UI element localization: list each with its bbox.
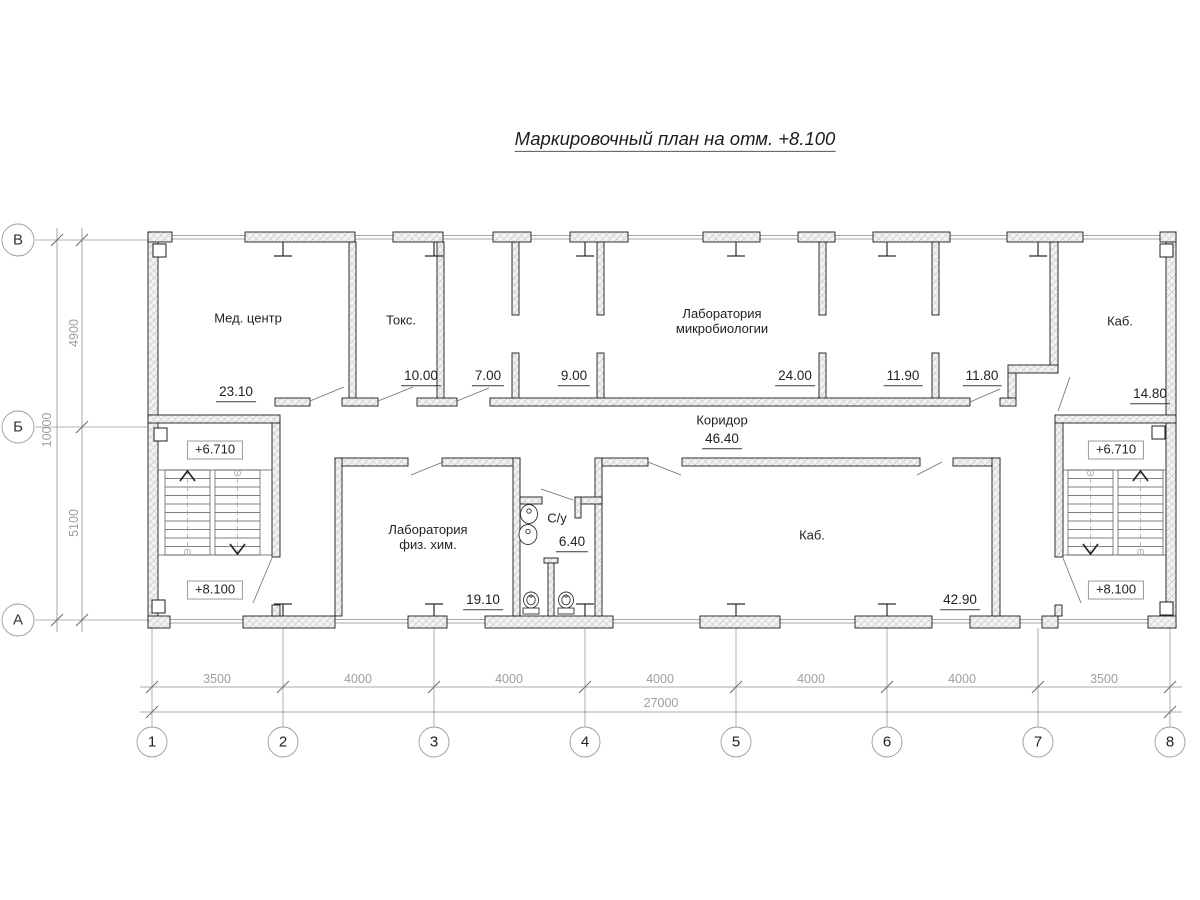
wall-segment [1055, 415, 1176, 423]
wall-segment [408, 616, 447, 628]
room-area-toks: 10.00 [401, 368, 441, 386]
stair-treads [165, 479, 260, 547]
dim-span-6-7: 4000 [948, 671, 976, 686]
column-mark [1029, 242, 1047, 256]
wall-segment [493, 232, 531, 242]
wall-segment [1160, 232, 1176, 242]
level-mark-main-left: +8.100 [187, 581, 243, 600]
dim-span-4-5: 4000 [646, 671, 674, 686]
plan-title: Маркировочный план на отм. +8.100 [515, 128, 836, 152]
room-label-corridor: Коридор [696, 412, 748, 428]
wall-segment [272, 423, 280, 557]
stair-left [158, 470, 272, 555]
door-leaves [253, 377, 1081, 603]
wall-segment [1008, 365, 1058, 373]
wall-segment [335, 458, 342, 616]
column-mark [727, 242, 745, 256]
room-area-kab-big: 42.90 [940, 592, 980, 610]
axis-number-2: 2 [278, 733, 288, 751]
wall-segment [349, 242, 356, 406]
door-leaf [541, 489, 573, 500]
wall-segment [490, 398, 970, 406]
wall-segment [1008, 373, 1016, 398]
wall-segment [393, 232, 443, 242]
room-area-wc: 6.40 [556, 534, 588, 552]
dim-vertical-5100: 5100 [66, 509, 81, 537]
column-mark [878, 242, 896, 256]
wall-segment [970, 616, 1020, 628]
room-label-toks: Токс. [385, 312, 417, 328]
wall-segment [417, 398, 457, 406]
door-leaf [1058, 377, 1070, 411]
wall-segment [544, 558, 558, 563]
wall-segment [342, 398, 378, 406]
wall-segment [548, 560, 554, 616]
wall-segment [570, 232, 628, 242]
axis-letter-a: А [12, 611, 24, 629]
dim-vertical-4900: 4900 [66, 319, 81, 347]
column-mark [727, 604, 745, 616]
column-mark [576, 604, 594, 616]
wall-segment [485, 616, 613, 628]
washbasin-icon [519, 525, 537, 545]
wall-segment [932, 242, 939, 315]
window-lines [148, 236, 1176, 624]
wall-segment [1050, 242, 1058, 373]
wall-segment [1055, 423, 1063, 557]
axis-number-5: 5 [731, 733, 741, 751]
dim-vertical-total: 10000 [39, 412, 54, 448]
wall-segment [275, 398, 310, 406]
column-mark [425, 604, 443, 616]
dim-span-7-8: 3500 [1090, 671, 1118, 686]
level-mark-upper-left: +6.710 [187, 441, 243, 460]
dimension-ticks [51, 234, 1176, 718]
door-leaf [917, 462, 942, 475]
room-label-wc: С/у [547, 510, 567, 526]
wall-segment [1055, 605, 1062, 616]
wall-segment [245, 232, 355, 242]
room-label-kab-top: Каб. [1107, 313, 1133, 329]
door-leaf [970, 389, 1000, 402]
corner-piers [152, 244, 1173, 615]
wall-segment [1007, 232, 1083, 242]
toilet-icon [558, 592, 574, 614]
door-leaf [253, 558, 272, 603]
door-leaf [457, 388, 489, 401]
wall-segment [575, 497, 581, 518]
wall-segment [992, 458, 1000, 616]
room-area-11-80: 11.80 [963, 368, 1002, 386]
walls [148, 232, 1176, 628]
wall-segment [855, 616, 932, 628]
wall-segment [520, 497, 542, 504]
dim-horizontal-total: 27000 [643, 695, 679, 710]
wall-segment [602, 458, 648, 466]
axis-circles [2, 224, 1185, 757]
dim-span-2-3: 4000 [344, 671, 372, 686]
wall-segment [1148, 616, 1176, 628]
axis-number-8: 8 [1165, 733, 1175, 751]
column-marks [274, 242, 1047, 616]
room-label-med-center: Мед. центр [214, 310, 282, 326]
door-leaf [648, 462, 681, 475]
wall-segment [1042, 616, 1058, 628]
wall-segment [1166, 232, 1176, 628]
level-mark-main-right: +8.100 [1088, 581, 1144, 600]
wall-segment [243, 616, 335, 628]
dim-span-1-2: 3500 [203, 671, 231, 686]
room-label-physchem-lab: Лаборатория физ. хим. [388, 522, 468, 552]
wall-segment [512, 242, 519, 315]
wall-segment [703, 232, 760, 242]
wall-segment [148, 616, 170, 628]
door-leaf [378, 387, 413, 401]
room-area-corridor: 46.40 [702, 431, 742, 449]
stair-treads [1068, 479, 1163, 547]
wall-segment [148, 415, 280, 423]
washbasin-icon [521, 505, 538, 524]
wall-segment [597, 242, 604, 315]
dim-span-5-6: 4000 [797, 671, 825, 686]
door-leaf [1063, 558, 1081, 603]
room-label-microbiology-lab: Лаборатория микробиологии [675, 306, 769, 336]
wall-segment [798, 232, 835, 242]
column-mark [878, 604, 896, 616]
room-label-kab-big: Каб. [799, 527, 825, 543]
wall-segment [1000, 398, 1016, 406]
axis-number-1: 1 [147, 733, 157, 751]
wall-segment [873, 232, 950, 242]
room-area-physchem-lab: 19.10 [463, 592, 503, 610]
stair-right [1063, 470, 1166, 555]
axis-letter-b: Б [13, 418, 23, 436]
dim-span-3-4: 4000 [495, 671, 523, 686]
wall-segment [595, 458, 602, 616]
room-area-med-center: 23.10 [216, 384, 256, 402]
door-leaf [310, 387, 344, 401]
toilet-icon [523, 592, 539, 614]
axis-letter-v: В [12, 231, 24, 249]
axis-number-7: 7 [1033, 733, 1043, 751]
wall-segment [442, 458, 520, 466]
column-mark [576, 242, 594, 256]
column-mark [274, 242, 292, 256]
room-area-9: 9.00 [558, 368, 590, 386]
wall-segment [700, 616, 780, 628]
room-area-11-90: 11.90 [884, 368, 923, 386]
wall-segment [335, 458, 408, 466]
wall-segment [682, 458, 920, 466]
wall-segment [819, 242, 826, 315]
room-area-kab-top: 14.80 [1130, 386, 1170, 404]
axis-number-4: 4 [580, 733, 590, 751]
room-area-7: 7.00 [472, 368, 504, 386]
door-leaf [411, 462, 443, 475]
wall-segment [272, 605, 280, 616]
wall-segment [148, 232, 172, 242]
room-area-microbiology-lab: 24.00 [775, 368, 815, 386]
axis-number-3: 3 [429, 733, 439, 751]
axis-number-6: 6 [882, 733, 892, 751]
level-mark-upper-right: +6.710 [1088, 441, 1144, 460]
